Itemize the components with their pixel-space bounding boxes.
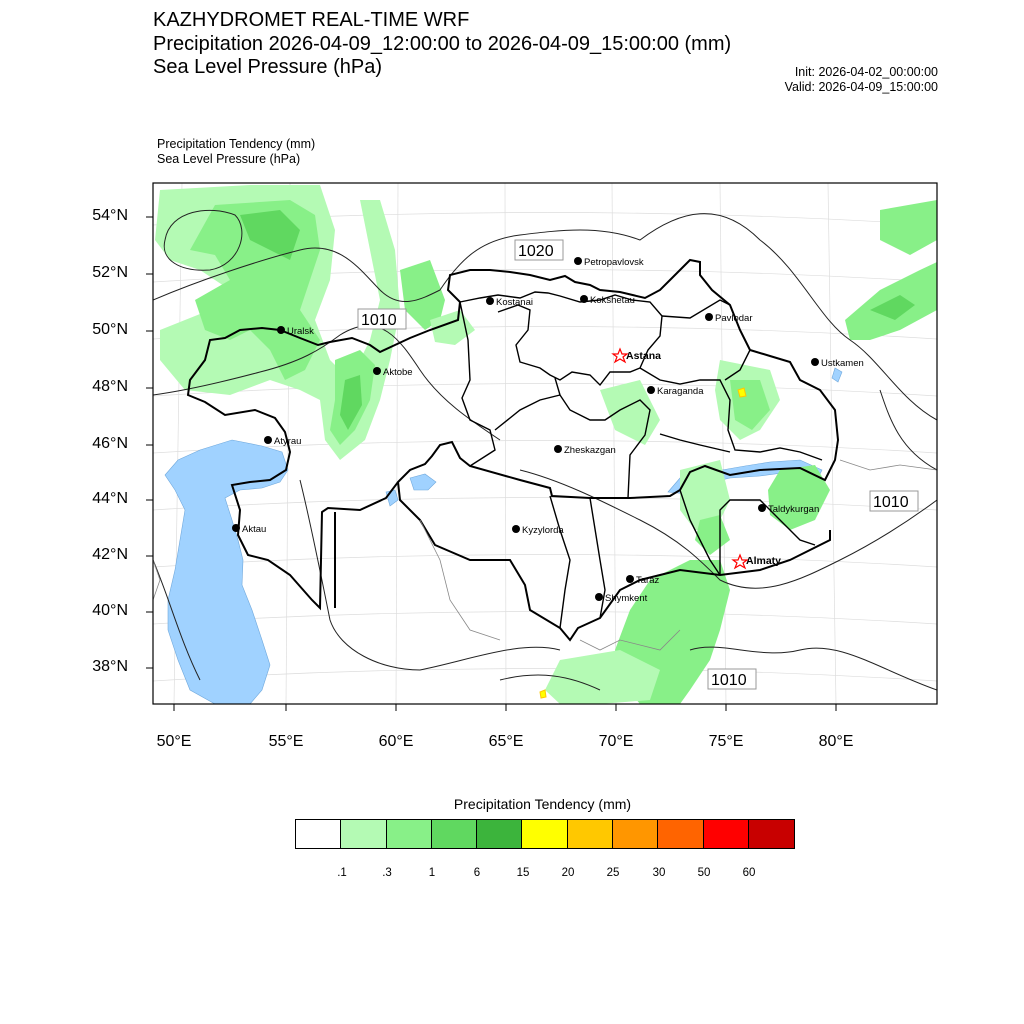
lon-label-60: 60°E — [378, 733, 414, 750]
colorbar-title: Precipitation Tendency (mm) — [453, 796, 632, 812]
lon-label-65: 65°E — [488, 733, 524, 750]
colorbar-swatch — [296, 820, 341, 848]
city-label-kostanai: Kostanai — [496, 297, 533, 308]
city-label-taraz: Taraz — [636, 575, 660, 586]
city-label-almaty: Almaty — [746, 555, 782, 567]
colorbar-label: 30 — [652, 867, 666, 879]
colorbar-swatch — [613, 820, 658, 848]
lat-label-38: 38°N — [92, 658, 128, 675]
lon-label-55: 55°E — [268, 733, 304, 750]
city-label-uralsk: Uralsk — [287, 326, 314, 337]
title-line-1: KAZHYDROMET REAL-TIME WRF — [153, 9, 470, 31]
aral-sea-2 — [410, 474, 436, 490]
zaysan-lake — [832, 368, 842, 382]
lat-label-48: 48°N — [92, 378, 128, 395]
capital-star-astana — [613, 349, 627, 362]
colorbar-label: 50 — [697, 867, 711, 879]
lat-label-52: 52°N — [92, 264, 128, 281]
isobar-label-1010-east: 1010 — [873, 494, 909, 511]
colorbar-label: 1 — [428, 867, 436, 879]
colorbar-label: 6 — [473, 867, 481, 879]
colorbar-swatch — [704, 820, 749, 848]
colorbar-label: .3 — [382, 867, 392, 879]
capital-star-almaty — [733, 555, 747, 568]
city-label-karaganda: Karaganda — [657, 386, 704, 397]
city-label-ustkamen: Ustkamen — [821, 358, 864, 369]
colorbar-swatch — [432, 820, 477, 848]
colorbar-label: .1 — [337, 867, 347, 879]
lon-label-80: 80°E — [818, 733, 854, 750]
city-label-shymkent: Shymkent — [605, 593, 648, 604]
colorbar-label: 25 — [606, 867, 620, 879]
title-line-3: Sea Level Pressure (hPa) — [153, 56, 383, 78]
colorbar-swatch — [387, 820, 432, 848]
colorbar-swatch — [749, 820, 794, 848]
lat-label-46: 46°N — [92, 435, 128, 452]
colorbar — [295, 819, 795, 849]
lat-label-42: 42°N — [92, 546, 128, 563]
city-label-astana: Astana — [626, 350, 662, 362]
city-label-taldykurgan: Taldykurgan — [768, 504, 820, 515]
lon-label-50: 50°E — [156, 733, 192, 750]
city-label-aktau: Aktau — [242, 524, 267, 535]
lat-label-40: 40°N — [92, 602, 128, 619]
isobar-label-1010-west: 1010 — [361, 312, 397, 329]
precipitation-field — [155, 185, 937, 704]
city-label-kyzylorda: Kyzylorda — [522, 525, 564, 536]
subtitle-precip: Precipitation Tendency (mm) — [157, 137, 316, 151]
init-time: Init: 2026-04-02_00:00:00 — [794, 65, 938, 79]
aral-sea — [386, 490, 398, 506]
colorbar-swatch — [568, 820, 613, 848]
lat-label-44: 44°N — [92, 490, 128, 507]
lat-label-50: 50°N — [92, 321, 128, 338]
title-line-2: Precipitation 2026-04-09_12:00:00 to 2026-04-09_15:00:00 (mm) — [153, 33, 732, 55]
valid-time: Valid: 2026-04-09_15:00:00 — [784, 80, 938, 94]
city-label-atyrau: Atyrau — [274, 436, 302, 447]
isobar-label-1020: 1020 — [518, 243, 554, 260]
colorbar-swatch — [658, 820, 703, 848]
colorbar-swatch — [341, 820, 386, 848]
city-label-aktobe: Aktobe — [383, 367, 413, 378]
subtitle-slp: Sea Level Pressure (hPa) — [157, 152, 301, 166]
lon-label-70: 70°E — [598, 733, 634, 750]
city-label-zheskazgan: Zheskazgan — [564, 445, 616, 456]
city-label-petropavlovsk: Petropavlovsk — [584, 257, 644, 268]
colorbar-swatch — [522, 820, 567, 848]
city-label-kokshetau: Kokshetau — [590, 295, 635, 306]
isobar-label-1010-south: 1010 — [711, 672, 747, 689]
colorbar-swatch — [477, 820, 522, 848]
colorbar-label: 15 — [516, 867, 530, 879]
lon-label-75: 75°E — [708, 733, 744, 750]
colorbar-label: 60 — [742, 867, 756, 879]
lat-label-54: 54°N — [92, 207, 128, 224]
colorbar-label: 20 — [561, 867, 575, 879]
city-label-pavlodar: Pavlodar — [715, 313, 753, 324]
